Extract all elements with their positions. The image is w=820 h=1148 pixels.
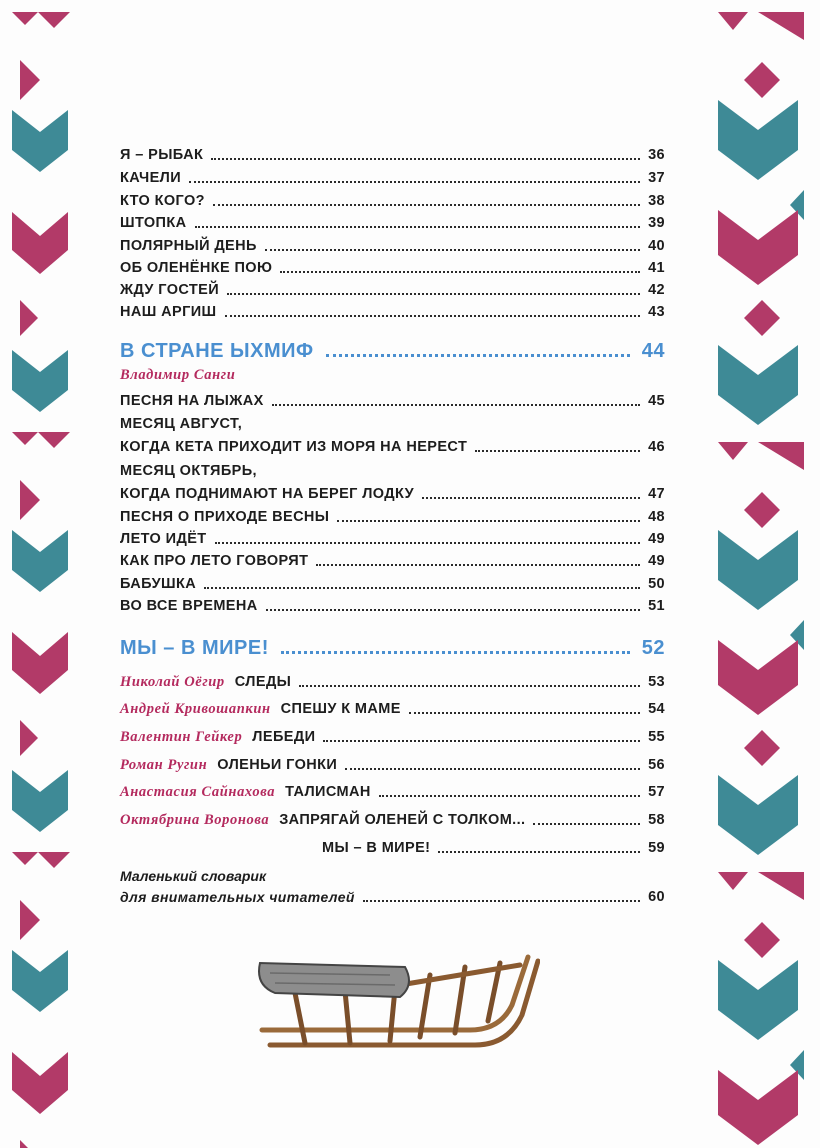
- dot-leader: [266, 609, 640, 611]
- toc-entry-title: СПЕШУ К МАМЕ: [280, 701, 401, 717]
- toc-entry-title: ШТОПКА: [120, 215, 187, 231]
- dot-leader: [195, 226, 641, 228]
- dot-leader: [265, 249, 640, 251]
- toc-entry-page: 46: [648, 439, 665, 455]
- dot-leader: [422, 497, 640, 499]
- toc-entry-dictionary[interactable]: [120, 888, 665, 906]
- toc-entry[interactable]: [120, 508, 665, 526]
- dot-leader: [323, 740, 640, 742]
- dot-leader: [281, 651, 630, 654]
- toc-entry-first-line: МЕСЯЦ АВГУСТ,: [120, 416, 243, 432]
- toc-entry[interactable]: [120, 756, 665, 774]
- dot-leader: [337, 520, 640, 522]
- toc-entry[interactable]: [120, 281, 665, 299]
- toc-entry[interactable]: [120, 783, 665, 801]
- toc-entry[interactable]: [120, 597, 665, 615]
- section-page: 52: [641, 637, 665, 659]
- dot-leader: [379, 795, 640, 797]
- toc-entry-title: ВО ВСЕ ВРЕМЕНА: [120, 598, 258, 614]
- dictionary-line2: для внимательных читателей: [120, 889, 355, 905]
- dot-leader: [438, 851, 640, 853]
- toc-entry-page: 58: [648, 812, 665, 828]
- toc-entry-page: 36: [648, 147, 665, 163]
- toc-entry-page: 49: [648, 553, 665, 569]
- author-name: Октябрина Воронова: [120, 812, 270, 828]
- toc-entry[interactable]: [120, 192, 665, 210]
- section-title: МЫ – В МИРЕ!: [120, 637, 269, 659]
- section-title: В СТРАНЕ ЫХМИФ: [120, 340, 314, 362]
- toc-entry-page: 37: [648, 170, 665, 186]
- toc-entry-title: КТО КОГО?: [120, 193, 205, 209]
- author-name: Роман Ругин: [120, 757, 208, 773]
- toc-entry-page: 55: [648, 729, 665, 745]
- toc-entry-title: ПОЛЯРНЫЙ ДЕНЬ: [120, 238, 257, 254]
- toc-entry-page: 54: [648, 701, 665, 717]
- toc-entry-page: 47: [648, 486, 665, 502]
- toc-entry-first-line: МЕСЯЦ ОКТЯБРЬ,: [120, 463, 257, 479]
- toc-entry-page: 50: [648, 576, 665, 592]
- toc-section-heading[interactable]: [120, 340, 665, 362]
- toc-entry-title: КАК ПРО ЛЕТО ГОВОРЯТ: [120, 553, 309, 569]
- author-name: Андрей Кривошапкин: [120, 701, 271, 717]
- toc-entry-page: 59: [648, 840, 665, 856]
- section-page: 44: [641, 340, 665, 362]
- author-name: Валентин Гейкер: [120, 729, 243, 745]
- dot-leader: [204, 587, 640, 589]
- toc-entry-title: Я – РЫБАК: [120, 147, 204, 163]
- toc-entry-page: 42: [648, 282, 665, 298]
- dot-leader: [225, 315, 641, 317]
- toc-entry-title: ЗАПРЯГАЙ ОЛЕНЕЙ С ТОЛКОМ...: [279, 812, 526, 828]
- toc-entry-title: СЛЕДЫ: [234, 674, 292, 690]
- dot-leader: [409, 712, 640, 714]
- toc-entry[interactable]: [120, 146, 665, 164]
- sled-seat: [259, 963, 409, 997]
- toc-entry-page: 57: [648, 784, 665, 800]
- sled-illustration: [250, 945, 540, 1065]
- toc-entry[interactable]: [120, 811, 665, 829]
- dot-leader: [345, 768, 640, 770]
- author-name: Владимир Санги: [120, 367, 236, 383]
- toc-entry-title: ПЕСНЯ О ПРИХОДЕ ВЕСНЫ: [120, 509, 330, 525]
- dot-leader: [215, 542, 641, 544]
- toc-entry-title: ЖДУ ГОСТЕЙ: [120, 282, 220, 298]
- dot-leader: [280, 271, 640, 273]
- toc-entry[interactable]: [120, 169, 665, 187]
- toc-entry[interactable]: [120, 700, 665, 718]
- dot-leader: [299, 685, 640, 687]
- toc-entry-title: ТАЛИСМАН: [285, 784, 371, 800]
- toc-entry[interactable]: [120, 552, 665, 570]
- toc-entry[interactable]: [120, 259, 665, 277]
- toc-entry[interactable]: [120, 673, 665, 691]
- toc-entry-page: 38: [648, 193, 665, 209]
- toc-entry-title: БАБУШКА: [120, 576, 197, 592]
- toc-entry-page: 56: [648, 757, 665, 773]
- toc-entry-page: 43: [648, 304, 665, 320]
- author-name: Николай Оёгир: [120, 674, 225, 690]
- toc-entry[interactable]: [120, 530, 665, 548]
- toc-entry-page: 53: [648, 674, 665, 690]
- dot-leader: [213, 204, 640, 206]
- toc-entry-title: ЛЕБЕДИ: [252, 729, 316, 745]
- author-name: Анастасия Сайнахова: [120, 784, 276, 800]
- toc-entry[interactable]: [120, 728, 665, 746]
- toc-entry-page: 48: [648, 509, 665, 525]
- toc-entry[interactable]: [120, 303, 665, 321]
- toc-entry-title: ЛЕТО ИДЁТ: [120, 531, 207, 547]
- toc-entry-title: ОЛЕНЬИ ГОНКИ: [217, 757, 338, 773]
- toc-entry-page: 39: [648, 215, 665, 231]
- dot-leader: [316, 564, 640, 566]
- dot-leader: [272, 404, 640, 406]
- toc-entry-page: 45: [648, 393, 665, 409]
- toc-entry-page: 41: [648, 260, 665, 276]
- toc-entry[interactable]: [120, 214, 665, 232]
- toc-entry[interactable]: [322, 839, 665, 857]
- toc-entry[interactable]: [120, 575, 665, 593]
- dot-leader: [533, 823, 640, 825]
- dictionary-line1: Маленький словарик: [120, 868, 267, 884]
- toc-entry-title: МЫ – В МИРЕ!: [322, 840, 431, 856]
- toc-entry[interactable]: [120, 438, 665, 456]
- section-author: [120, 366, 245, 384]
- toc-entry-title: ПЕСНЯ НА ЛЫЖАХ: [120, 393, 264, 409]
- toc-section-heading[interactable]: [120, 637, 665, 659]
- dot-leader: [211, 158, 640, 160]
- toc-entry-title: КАЧЕЛИ: [120, 170, 182, 186]
- toc-entry-page: 49: [648, 531, 665, 547]
- toc-entry-title: КОГДА ПОДНИМАЮТ НА БЕРЕГ ЛОДКУ: [120, 486, 415, 502]
- toc-entry[interactable]: [120, 237, 665, 255]
- dot-leader: [326, 354, 630, 357]
- dot-leader: [189, 181, 640, 183]
- dot-leader: [475, 450, 640, 452]
- toc-entry[interactable]: [120, 392, 665, 410]
- dot-leader: [363, 900, 640, 902]
- toc-entry[interactable]: [120, 485, 665, 503]
- toc-entry-page: 51: [648, 598, 665, 614]
- toc-entry-page: 60: [648, 889, 665, 905]
- dot-leader: [227, 293, 640, 295]
- toc-entry-page: 40: [648, 238, 665, 254]
- toc-entry-title: КОГДА КЕТА ПРИХОДИТ ИЗ МОРЯ НА НЕРЕСТ: [120, 439, 468, 455]
- toc-entry-title: НАШ АРГИШ: [120, 304, 217, 320]
- toc-entry-title: ОБ ОЛЕНЁНКЕ ПОЮ: [120, 260, 273, 276]
